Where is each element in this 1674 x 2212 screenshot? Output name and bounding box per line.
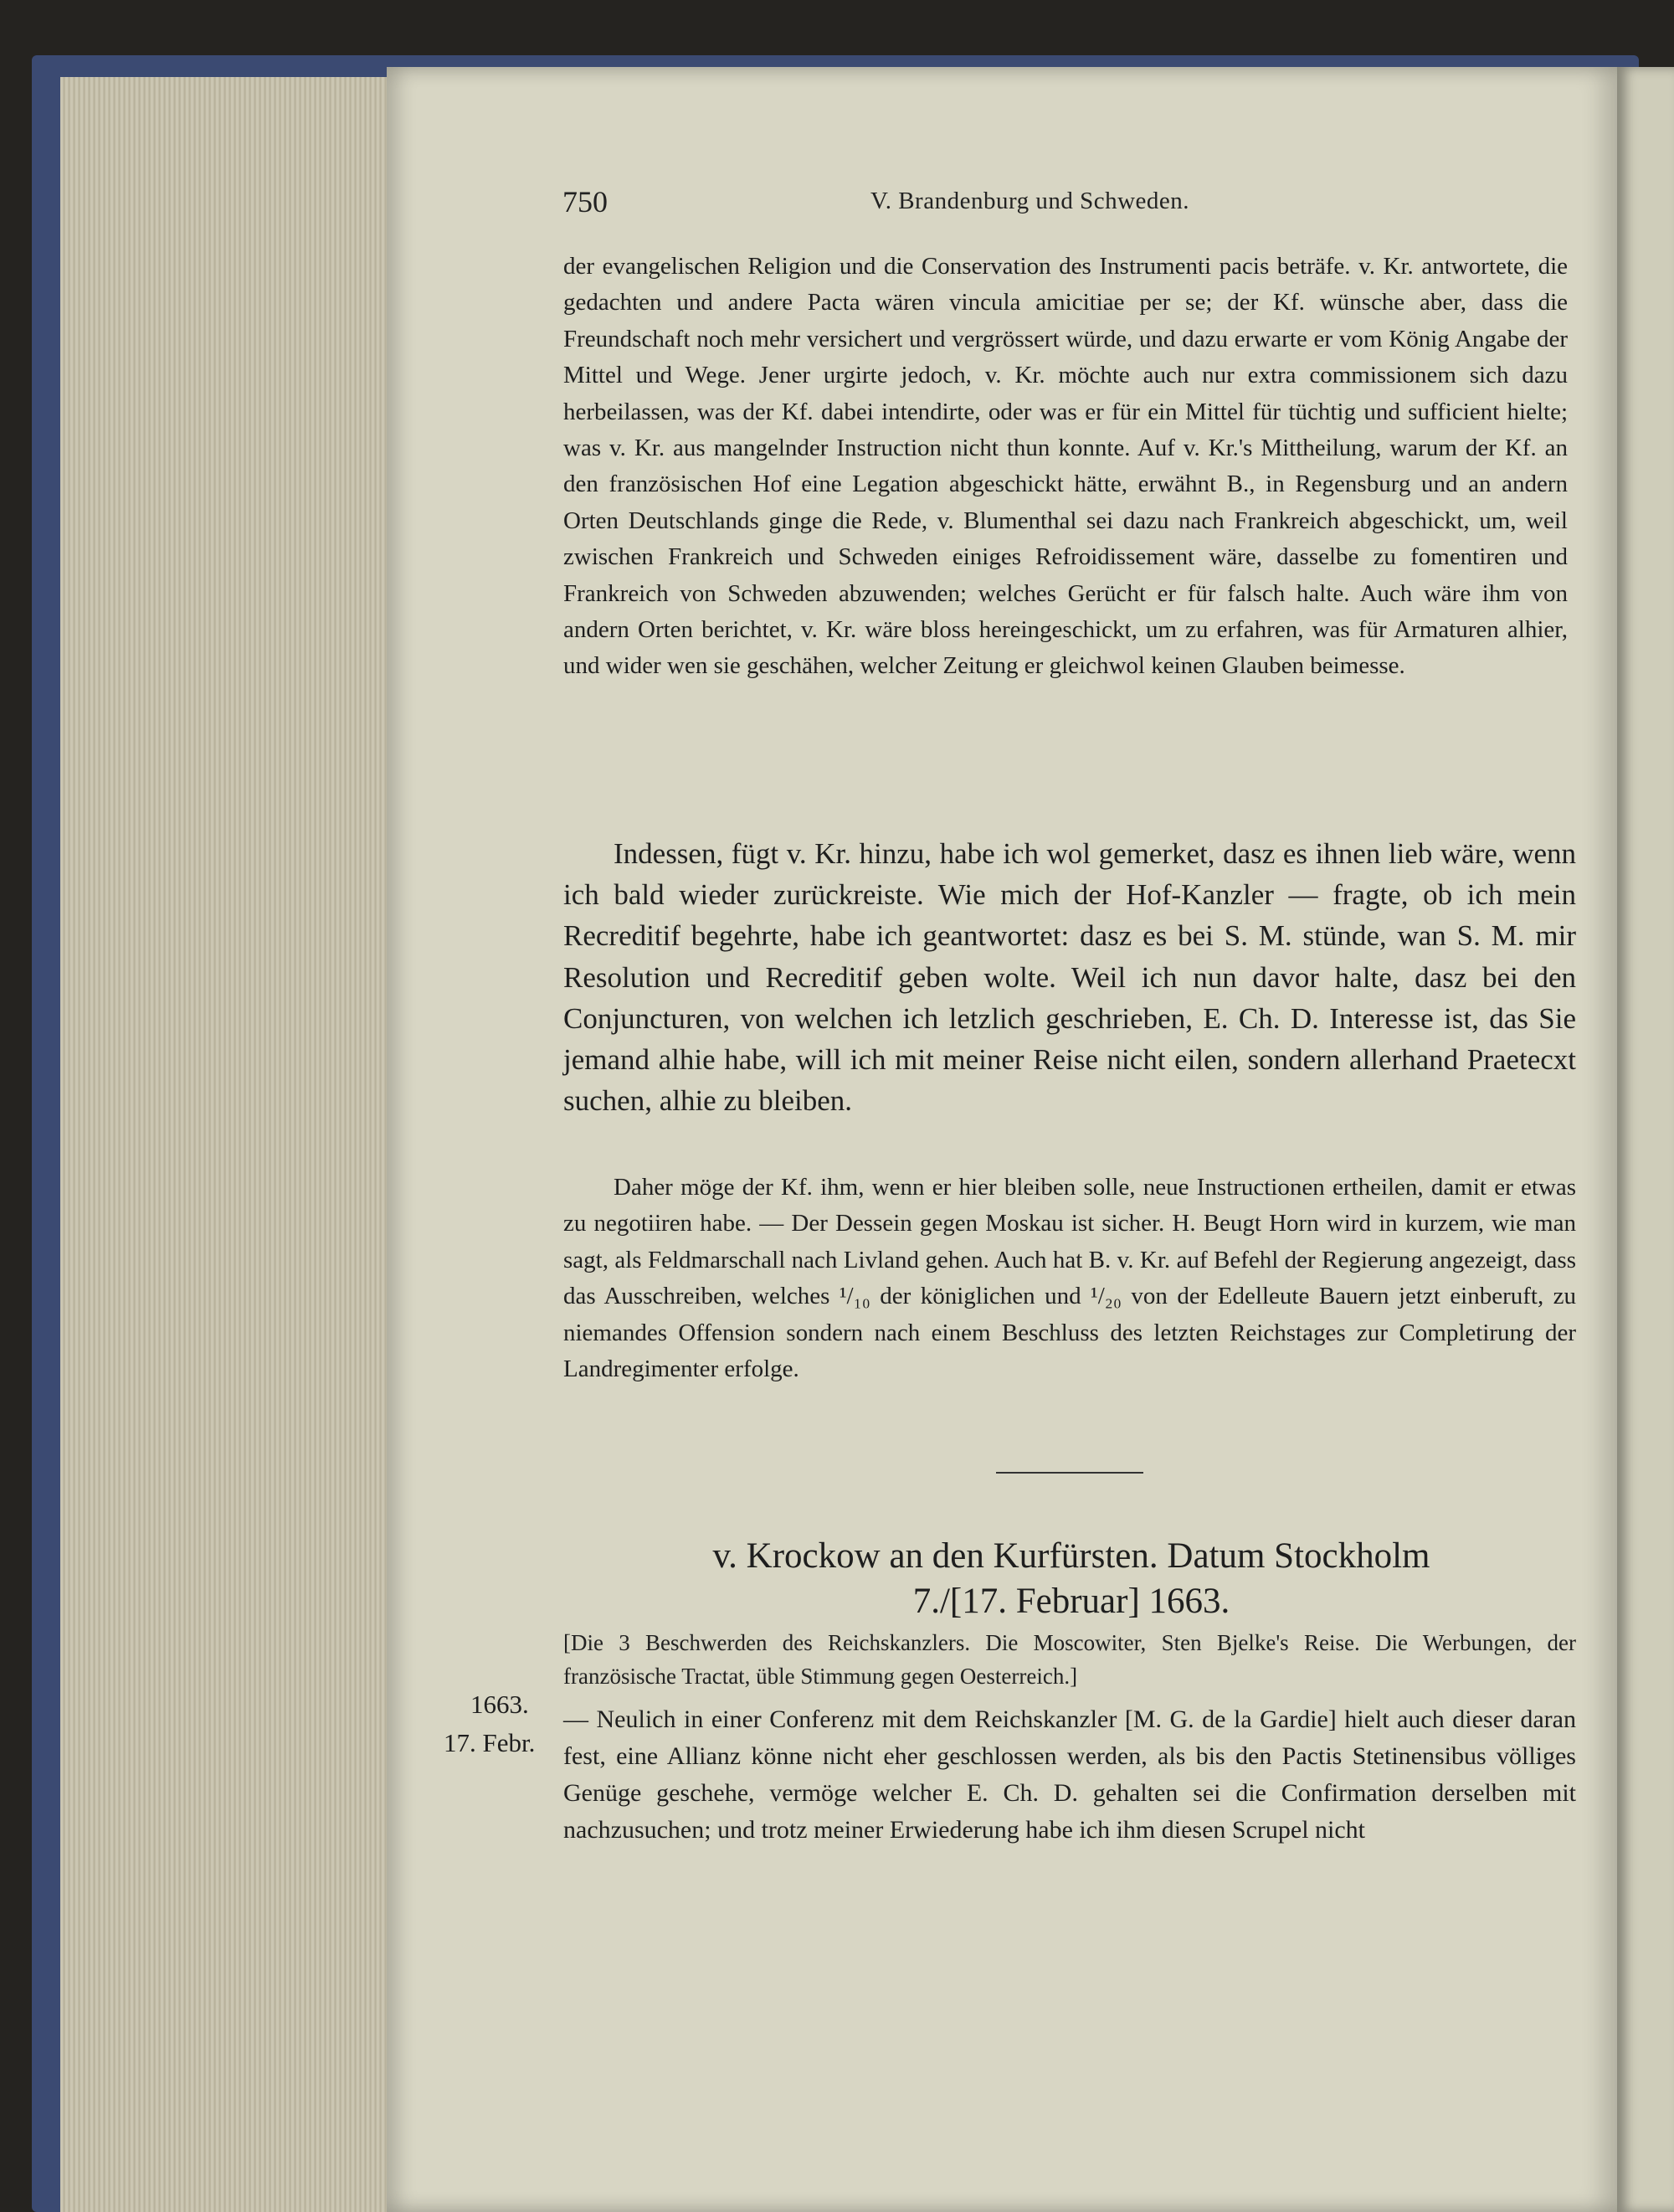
paragraph-2-quote: Indessen, fügt v. Kr. hinzu, habe ich wol gemerket, dasz es ihnen lieb wäre, wenn ich bald wieder zurückreiste. Wie mich der Hof-Kanzler — fragte, ob ich mein Recreditif begehrte, habe ich geantwortet: dasz es bei S. M. stünde, wan S. M. mir Resolution und Recreditif geben wolte. Weil ich nun davor halte, dasz bei den Conjuncturen, von welchen ich letzlich geschrieben, E. Ch. D. Interesse ist, das Sie jemand alhie habe, will ich mit meiner Reise nicht eilen, sondern allerhand Praetecxt suchen, alhie zu bleiben.	[563, 837, 1576, 1118]
document-heading-line-2: 7./[17. Februar] 1663.	[912, 1582, 1230, 1621]
page-header	[562, 184, 1316, 226]
section-divider	[996, 1472, 1143, 1474]
running-head: V. Brandenburg und Schweden.	[870, 188, 1190, 214]
document-heading-line-1: v. Krockow an den Kurfürsten. Datum Stockholm	[712, 1536, 1430, 1576]
page-edges	[60, 77, 397, 2212]
page-number: 750	[562, 185, 608, 219]
paragraph-1: der evangelischen Religion und die Conservation des Instrumenti pacis beträfe. v. Kr. antwortete, die gedachten und andere Pacta wären vincula amicitiae per se; der Kf. wünsche aber, dass die Freundschaft noch mehr versichert und vergrössert würde, und dazu erwarte er vom König Angabe der Mittel und Wege. Jener urgirte jedoch, v. Kr. möchte auch nur extra commissionem sich dazu herbeilassen, was der Kf. dabei intendirte, oder was er für ein Mittel für tüchtig und sufficient hielte; was v. Kr. aus mangelnder Instruction nicht thun konnte. Auf v. Kr.'s Mittheilung, warum der Kf. an den französischen Hof eine Legation abgeschickt hätte, erwähnt B., in Regensburg und an andern Orten Deutschlands ginge die Rede, v. Blumenthal sei dazu nach Frankreich abgeschickt, um, weil zwischen Frankreich und Schweden einiges Refroidissement wäre, dasselbe zu fomentiren und Frankreich von Schweden abzuwenden; welches Gerücht er für falsch halte. Auch wäre ihm von andern Orten berichtet, v. Kr. wäre bloss hereingeschickt, um zu erfahren, was für Armaturen alhier, und wider wen sie geschähen, welcher Zeitung er gleichwol keinen Glauben beimesse.	[563, 253, 1568, 680]
regest-summary: [Die 3 Beschwerden des Reichskanzlers. Die Moscowiter, Sten Bjelke's Reise. Die Werbungen, der französische Tractat, üble Stimmung gegen Oesterreich.]	[563, 1630, 1576, 1689]
paragraph-4: — Neulich in einer Conferenz mit dem Reichskanzler [M. G. de la Gardie] hielt auch dieser daran fest, eine Allianz könne nicht eher geschlossen werden, als bis den Pactis Stetinensibus völliges Genüge geschehe, vermöge welcher E. Ch. D. gehalten sei die Confirmation derselben mit nachzusuchen; und trotz meiner Erwiederung habe ich ihm diesen Scrupel nicht	[563, 1705, 1576, 1844]
margin-year: 1663.	[470, 1690, 529, 1719]
margin-date: 17. Febr.	[444, 1728, 536, 1757]
document-heading	[569, 1534, 1574, 1624]
paragraph-3: Daher möge der Kf. ihm, wenn er hier bleiben solle, neue Instructionen ertheilen, damit er etwas zu negotiiren habe. — Der Dessein gegen Moskau ist sicher. H. Beugt Horn wird in kurzem, wie man sagt, als Feldmarschall nach Livland gehen. Auch hat B. v. Kr. auf Befehl der Regierung angezeigt, dass das Ausschreiben, welches ¹/₁₀ der königlichen und ¹/₂₀ von der Edelleute Bauern jetzt einberuft, zu niemandes Offension sondern nach einem Beschluss des letzten Reichstages zur Completirung der Landregimenter erfolge.	[563, 1174, 1576, 1383]
facing-page-edge	[1617, 67, 1674, 2212]
